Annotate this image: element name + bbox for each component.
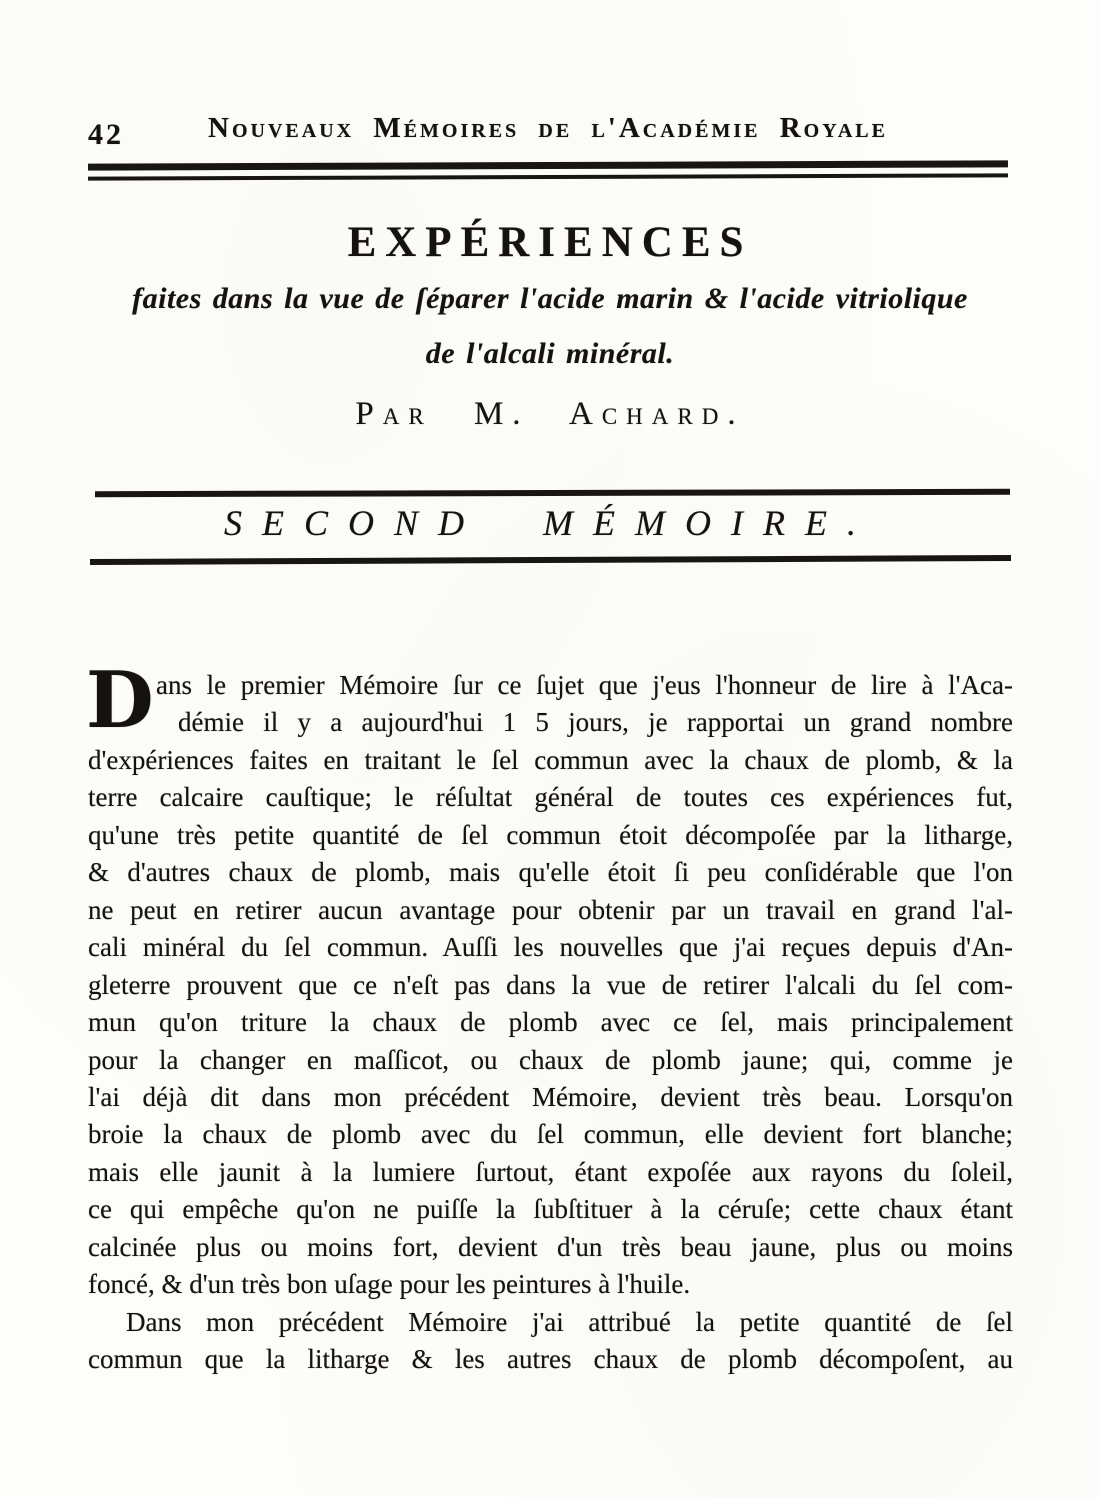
body-paragraphs bbox=[86, 655, 1013, 1379]
body-line: démie il y a aujourd'hui 1 5 jours, je rapportai un grand nombre bbox=[178, 707, 1013, 738]
section-heading: SECOND MÉMOIRE. bbox=[224, 503, 876, 543]
body-line: mun qu'on triture la chaux de plomb avec ce ſel, mais principalement bbox=[88, 1007, 1013, 1038]
body-line: cali minéral du ſel commun. Auſſi les nouvelles que j'ai reçues depuis d'An- bbox=[88, 932, 1013, 963]
body-line: commun que la litharge & les autres chaux de plomb décompoſent, au bbox=[88, 1344, 1013, 1375]
article-subtitle-line2: de l'alcali minéral. bbox=[425, 337, 675, 370]
running-header-title: Nouveaux Mémoires de l'Académie Royale bbox=[208, 112, 888, 144]
section-rule-top bbox=[95, 489, 1010, 497]
body-line: pour la changer en maſſicot, ou chaux de plomb jaune; qui, comme je bbox=[88, 1044, 1013, 1075]
body-line: gleterre prouvent que ce n'eſt pas dans la vue de retirer l'alcali du ſel com- bbox=[88, 969, 1013, 1000]
body-line: d'expériences faites en traitant le ſel commun avec la chaux de plomb, & la bbox=[88, 744, 1013, 775]
body-line: & d'autres chaux de plomb, mais qu'elle étoit ſi peu conſidérable que l'on bbox=[88, 857, 1013, 888]
author-byline: Par M. Achard. bbox=[355, 396, 745, 432]
article-subtitle-line1: faites dans la vue de ſéparer l'acide marin & l'acide vitriolique bbox=[132, 282, 968, 315]
body-line: ans le premier Mémoire ſur ce ſujet que j'eus l'honneur de lire à l'Aca- bbox=[156, 670, 1013, 700]
drop-cap: D bbox=[86, 655, 154, 746]
body-line: Dans mon précédent Mémoire j'ai attribué la petite quantité de ſel bbox=[126, 1306, 1013, 1337]
body-line: broie la chaux de plomb avec du ſel commun, elle devient fort blanche; bbox=[88, 1119, 1013, 1150]
body-line: ce qui empêche qu'on ne puiſſe la ſubſtituer à la céruſe; cette chaux étant bbox=[88, 1194, 1013, 1225]
body-line: l'ai déjà dit dans mon précédent Mémoire, devient très beau. Lorsqu'on bbox=[88, 1081, 1013, 1112]
page-number: 42 bbox=[88, 118, 124, 151]
article-title: EXPÉRIENCES bbox=[347, 219, 753, 266]
body-line: ne peut en retirer aucun avantage pour obtenir par un travail en grand l'al- bbox=[88, 894, 1013, 925]
running-header bbox=[88, 112, 1008, 156]
body-line: mais elle jaunit à la lumiere ſurtout, étant expoſée aux rayons du ſoleil, bbox=[88, 1156, 1013, 1187]
section-rule-bottom bbox=[90, 555, 1011, 565]
body-line: foncé, & d'un très bon uſage pour les peintures à l'huile. bbox=[88, 1269, 691, 1300]
header-double-rule bbox=[88, 160, 1008, 180]
body-line: calcinée plus ou moins fort, devient d'un très beau jaune, plus ou moins bbox=[88, 1231, 1013, 1262]
body-line: qu'une très petite quantité de ſel commun étoit décompoſée par la litharge, bbox=[88, 819, 1013, 850]
body-line: terre calcaire cauſtique; le réſultat général de toutes ces expériences fut, bbox=[88, 782, 1013, 813]
